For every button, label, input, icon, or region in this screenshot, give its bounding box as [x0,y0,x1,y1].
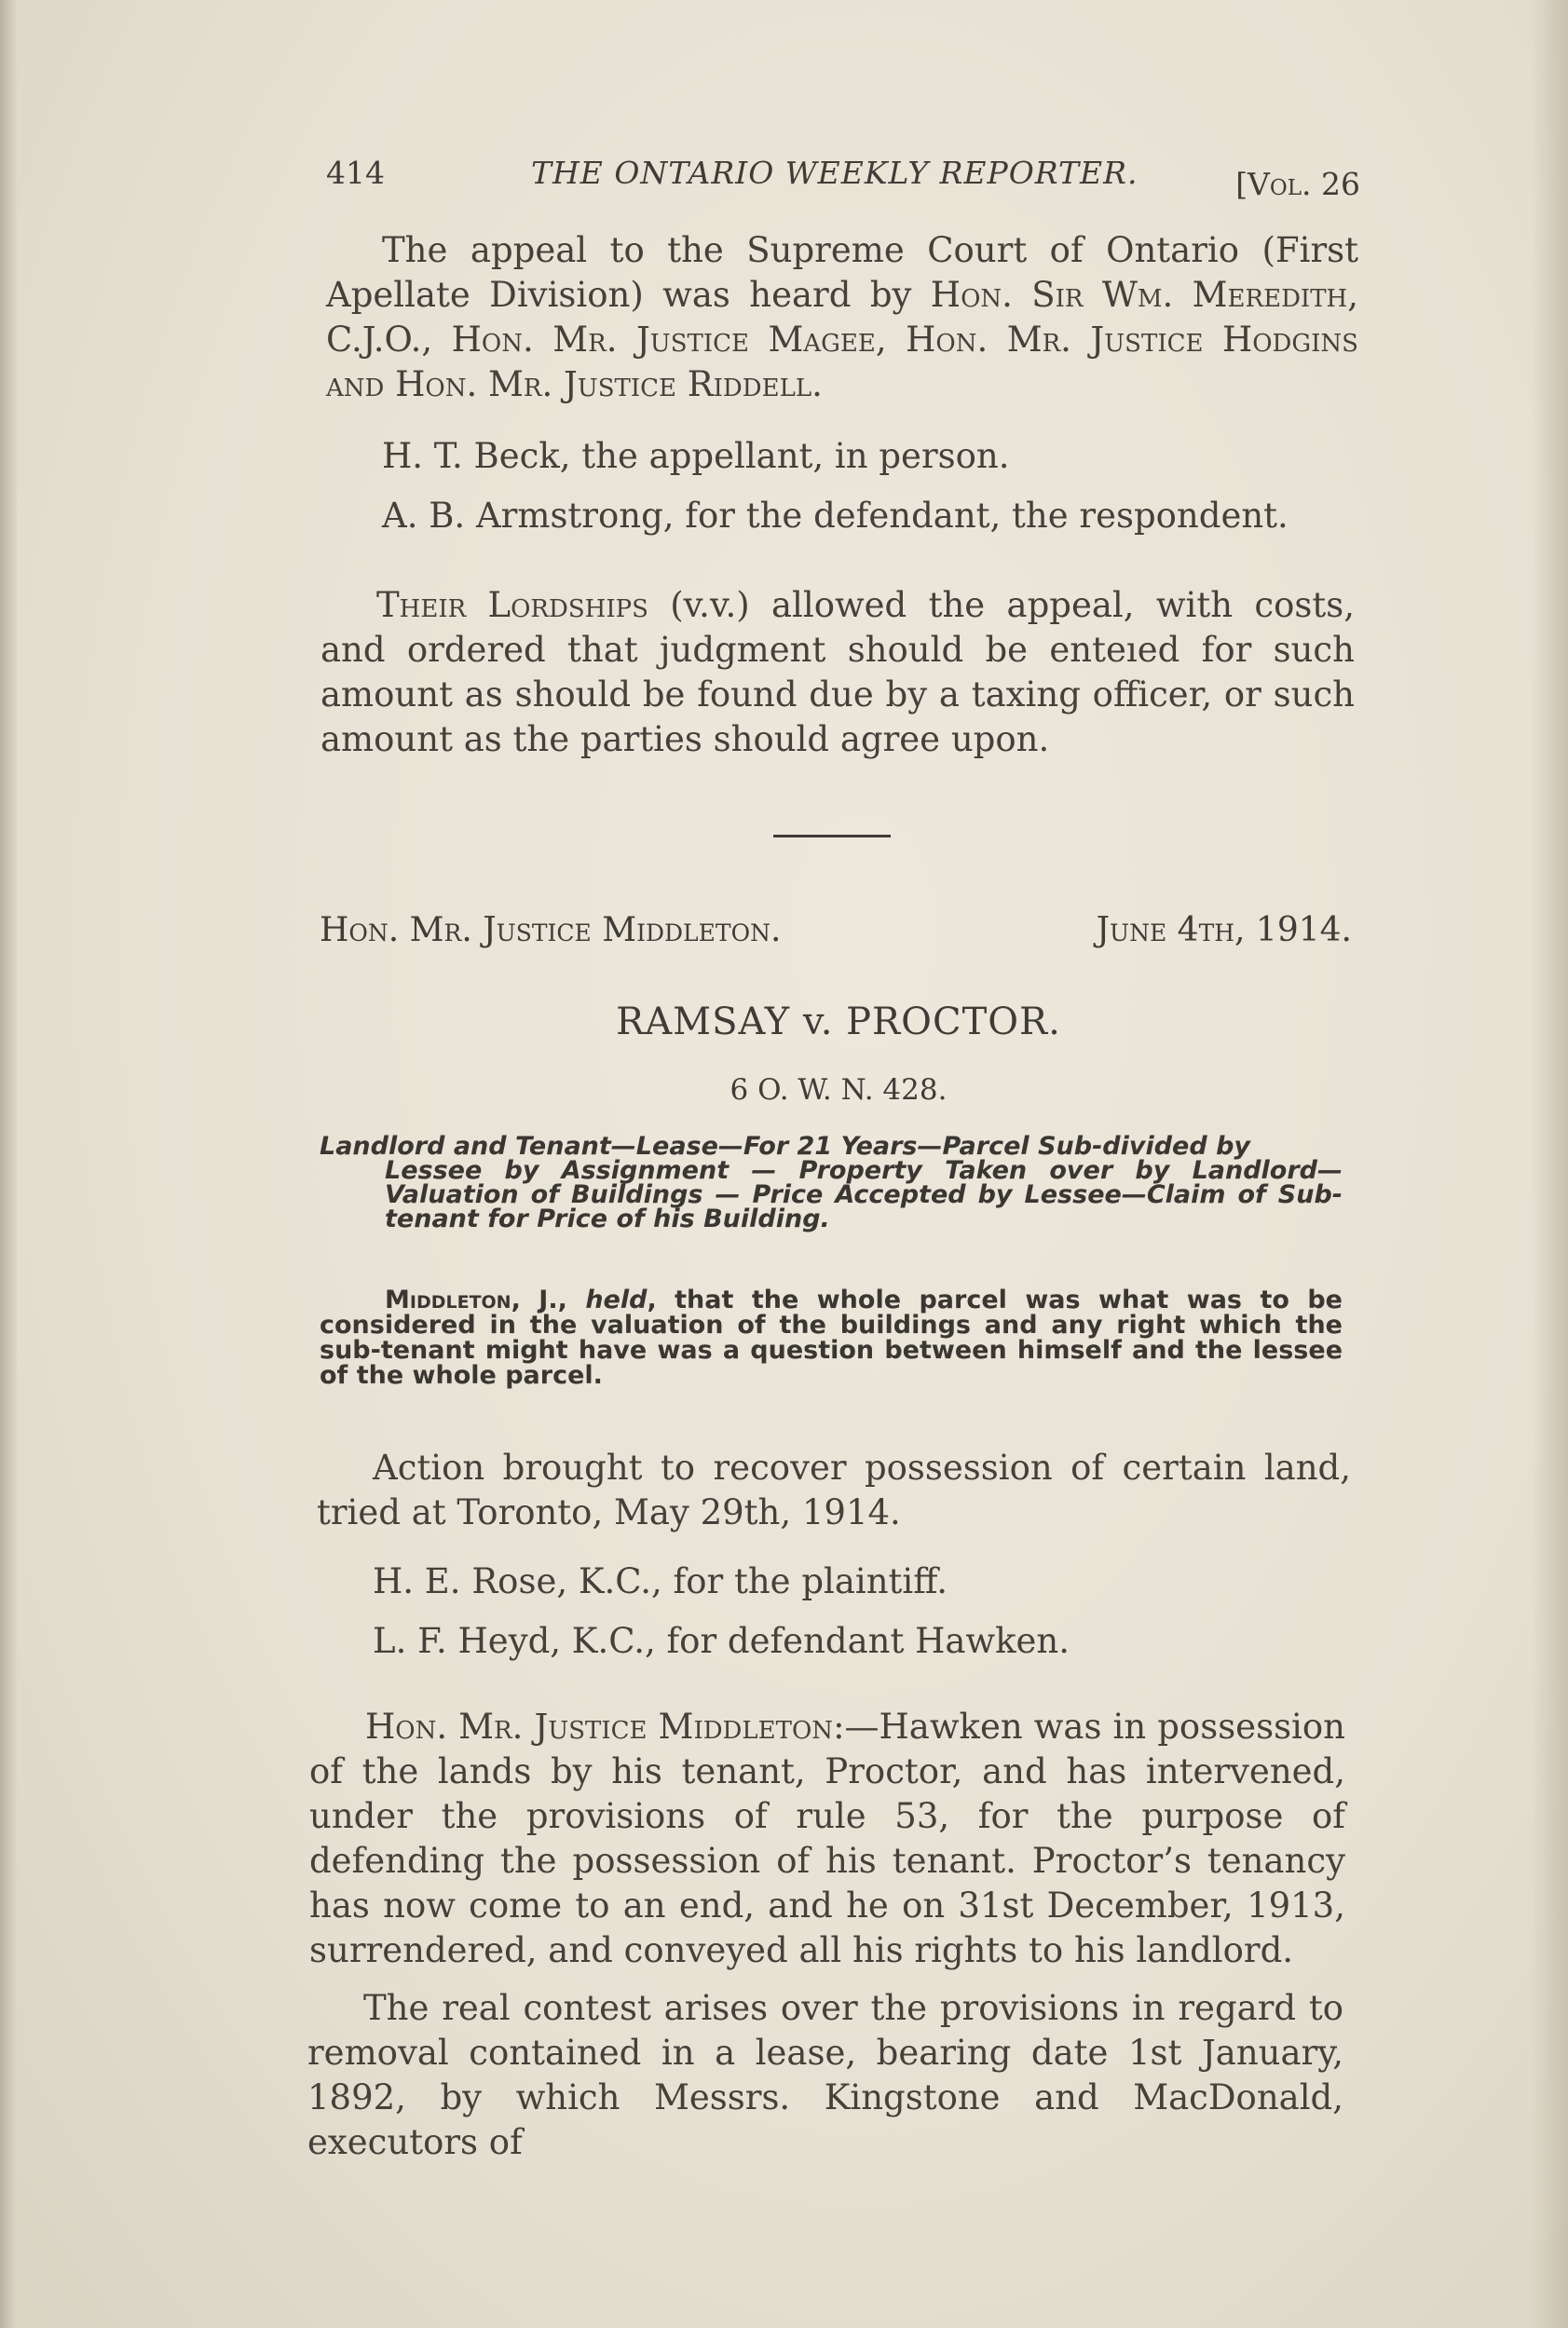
holding-word: held [585,1286,648,1314]
judgment-text: (v.v.) allowed the appeal, with costs, and ordered that judgment should be enteıed for such amount as should be found due by a taxing officer, or such amount as the parties should agree upon. [320,585,1355,759]
case-judge: Hon. Mr. Justice Middleton. [320,911,782,949]
action-text: Action brought to recover possession of certain land, tried at Toronto, May 29th, 1914. [317,1448,1351,1532]
section-divider [773,835,891,837]
action-paragraph [317,1446,1351,1535]
opinion-text: :—Hawken was in possession of the lands by his tenant, Proctor, and has intervened, under the provisions of rule 53, for the purpose of defending the possession of his tenant. Proctor’s tenancy has now come to an end, and he on 31st December, 1913, surrendered, and conveyed all his rights to his landlord. [309,1707,1345,1970]
counsel-list-action [317,1559,1351,1664]
headnote [320,1132,1343,1233]
holding-text: , that the whole parcel was what was to be considered in the valuation of the buildings and any right which the sub-tenant might have was a question between himself and the lessee of the whole parcel. [320,1286,1343,1390]
running-title: THE ONTARIO WEEKLY REPORTER. [531,155,1139,191]
holding [320,1287,1343,1388]
appeal-lead: The appeal to the Supreme Court of Ontario (First Apellate Division) was heard by [326,230,1358,315]
counsel-line: H. T. Beck, the appellant, in person. [382,436,1010,476]
volume-label: [Vol. 26 [1235,166,1360,202]
opinion-text-2: The real contest arises over the provisions in regard to removal contained in a lease, bearing date 1st January, 1892, by which Messrs. Kingstone and MacDonald, executors of [307,1988,1343,2162]
opinion-paragraph-2 [307,1986,1343,2165]
case-date: June 4th, 1914. [1096,911,1352,949]
judgment-paragraph [320,583,1355,762]
case-citation: 6 O. W. N. 428. [729,1073,948,1107]
opinion-lead: Hon. Mr. Justice Middleton [365,1707,834,1747]
appeal-paragraph [326,228,1358,407]
counsel-list-appeal [326,434,1358,538]
counsel-line: H. E. Rose, K.C., for the plaintiff. [373,1561,948,1601]
headnote-continuation: Lessee by Assignment — Property Taken over by Landlord—Valuation of Buildings — Price Accepted by Lessee—Claim of Sub-tenant for Price of his Building. [385,1156,1343,1233]
counsel-line: L. F. Heyd, K.C., for defendant Hawken. [373,1621,1070,1661]
holding-j: , J., [511,1286,586,1314]
judgment-lead: Their Lordships [376,585,648,625]
page-number: 414 [326,155,385,191]
counsel-line: A. B. Armstrong, for the defendant, the respondent. [382,496,1288,536]
case-title: RAMSAY v. PROCTOR. [616,1001,1061,1043]
appeal-judges: Hon. Sir Wm. Meredith, C.J.O., Hon. Mr. Justice Magee, Hon. Mr. Justice Hodgins and Hon. Mr. Justice Riddell. [326,275,1358,404]
page-header [326,149,1360,205]
case-judge-line [320,911,1352,949]
holding-judge: Middleton [385,1286,511,1314]
opinion-paragraph [309,1705,1345,1973]
headnote-first-line: Landlord and Tenant—Lease—For 21 Years—Parcel Sub-divided by [320,1132,1250,1161]
